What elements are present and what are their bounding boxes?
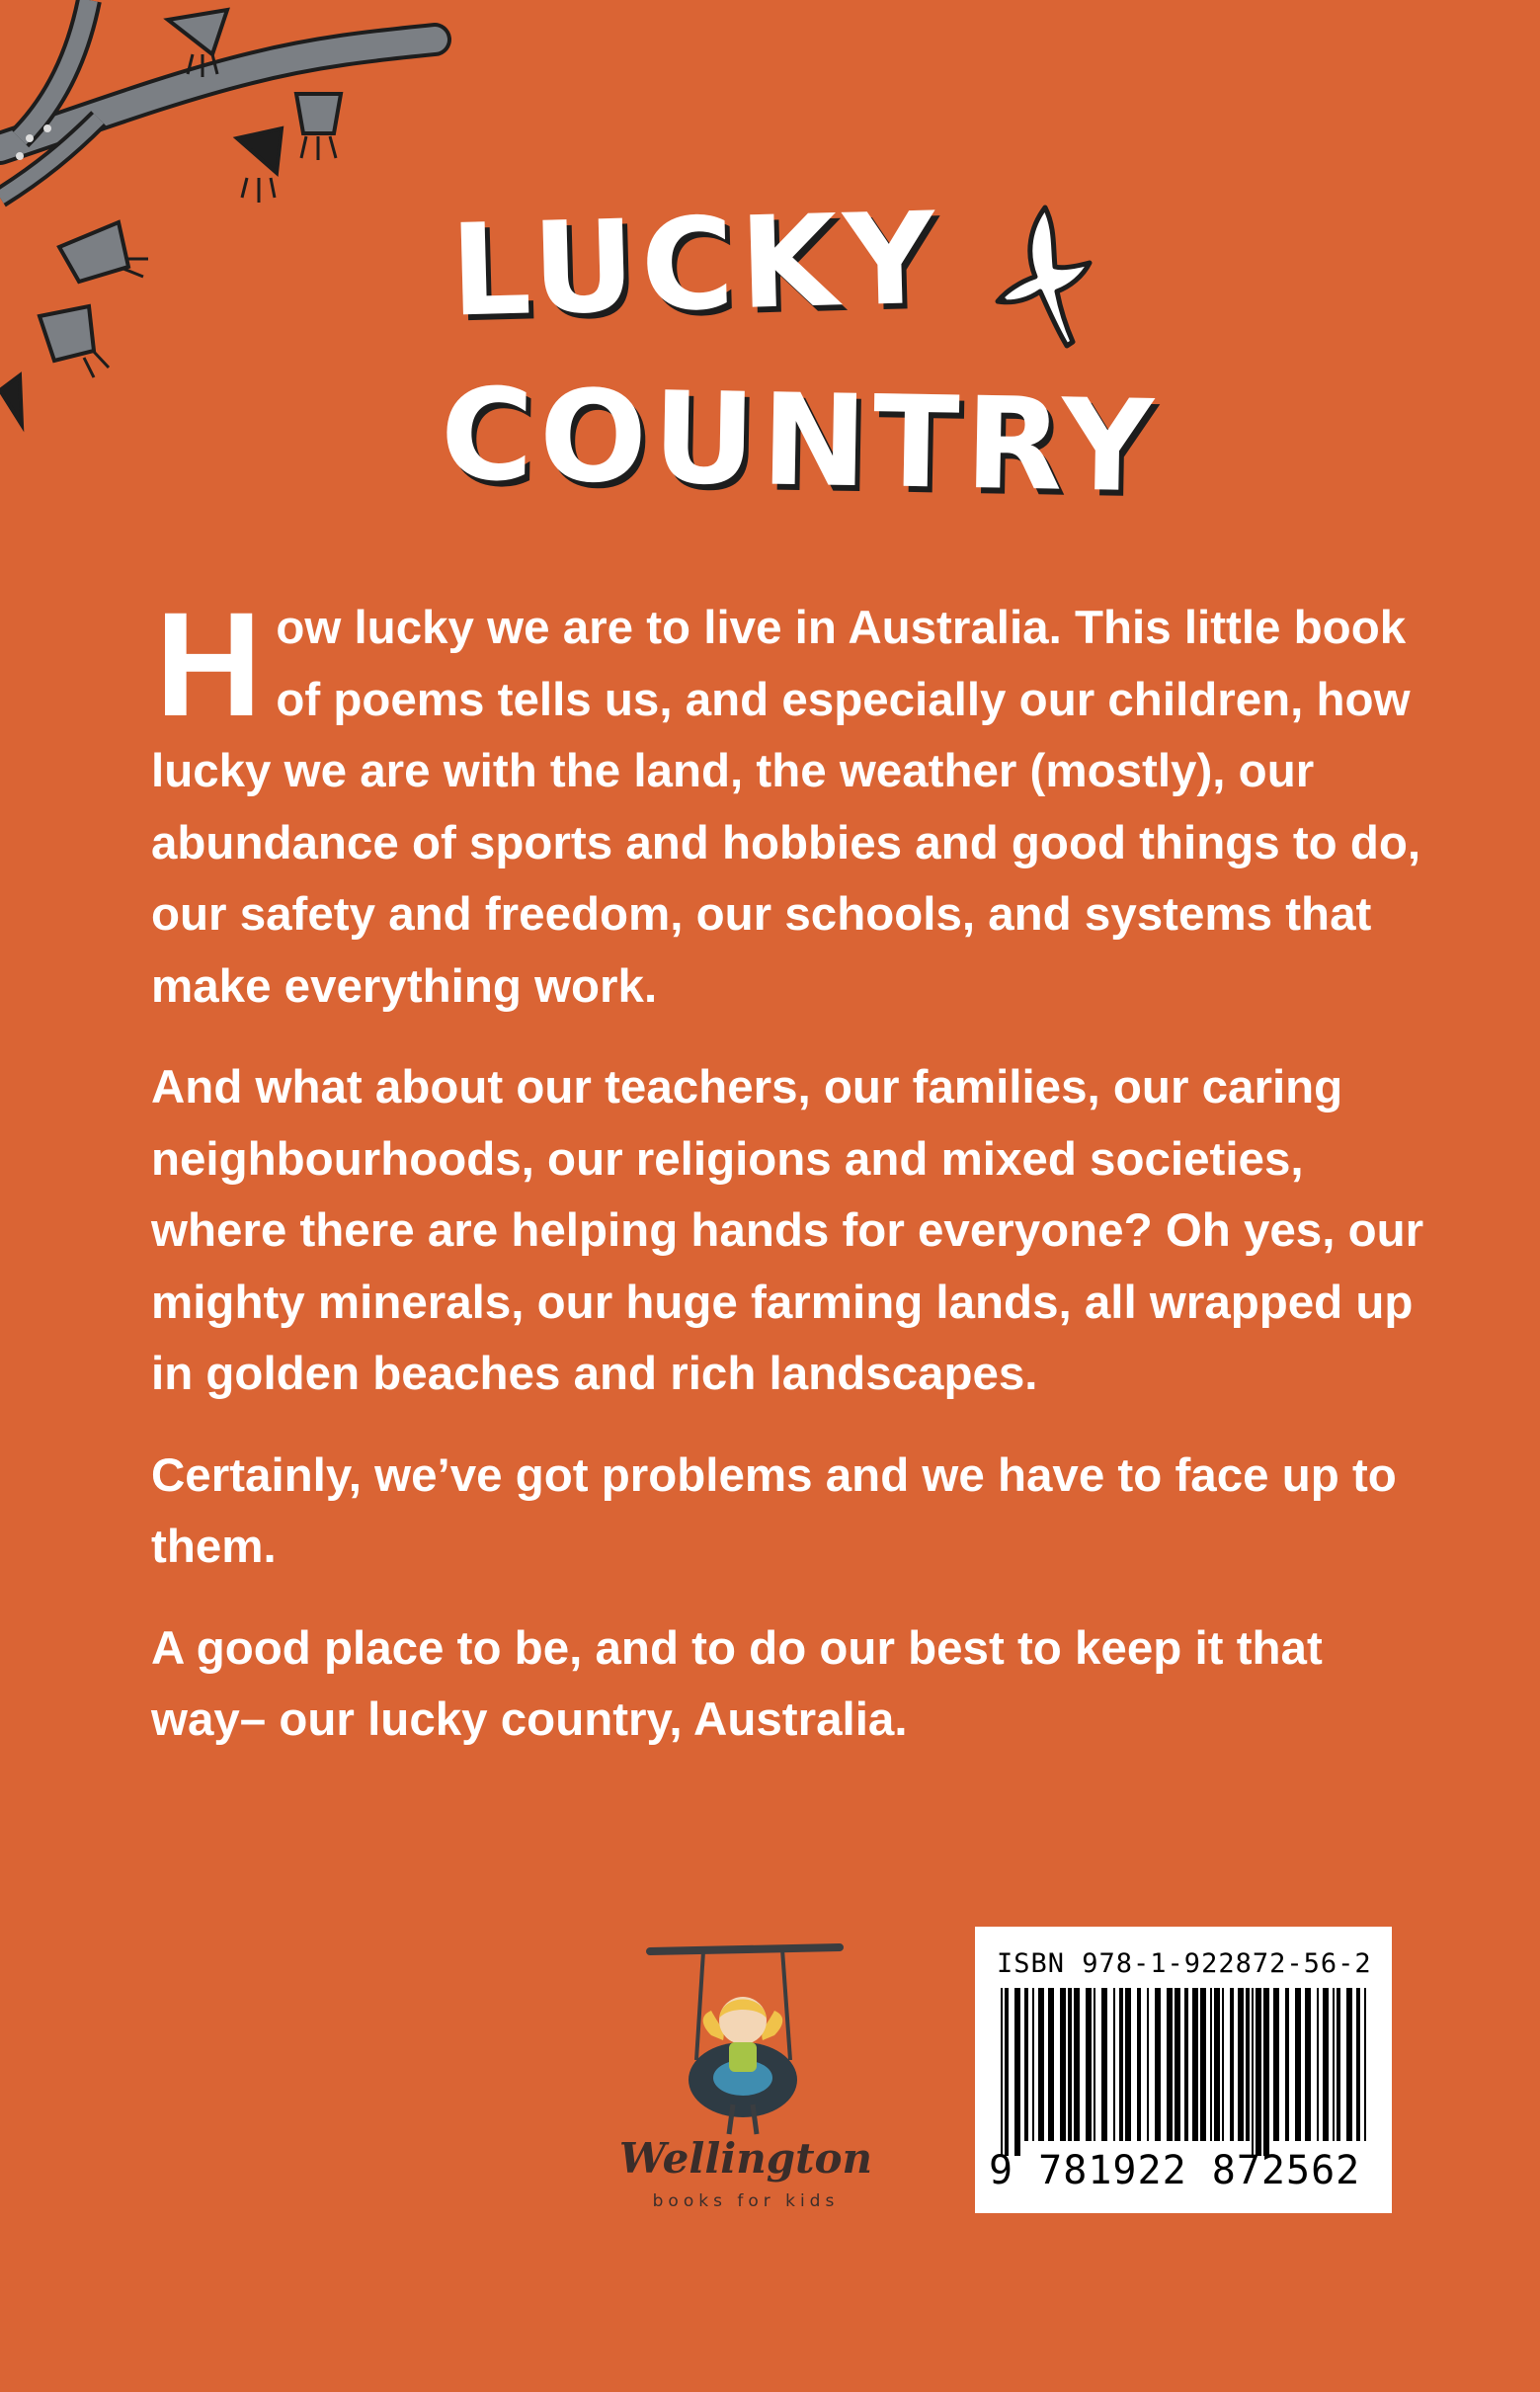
barcode-bar: [1285, 1988, 1289, 2141]
isbn-label: ISBN 978-1-922872-56-2: [997, 1948, 1372, 1979]
barcode-bar: [1238, 1988, 1244, 2141]
barcode-bar: [1323, 1988, 1329, 2141]
blurb-paragraph-4: A good place to be, and to do our best to keep it that way– our lucky country, Australia.: [151, 1621, 1323, 1746]
title-line-2: COUNTRY: [439, 361, 1161, 522]
barcode-bar: [1263, 1988, 1269, 2156]
barcode-bar: [1125, 1988, 1131, 2141]
barcode-bar: [1155, 1988, 1161, 2141]
barcode-bar: [1074, 1988, 1080, 2141]
publisher-name: Wellington: [618, 2134, 873, 2183]
barcode-bar: [1005, 1988, 1009, 2156]
barcode-bar: [1147, 1988, 1149, 2141]
barcode-bar: [1333, 1988, 1335, 2141]
barcode-bar: [1230, 1988, 1234, 2141]
isbn-barcode: [975, 1927, 1392, 2213]
barcode-bar: [1210, 1988, 1212, 2141]
blurb-paragraph-2: And what about our teachers, our families, our caring neighbourhoods, our religions and mixed societies, where there are helping hands for everyone? Oh yes, our mighty minerals, our huge farming lands, all wrapped up in golden beaches and rich landscapes.: [151, 1061, 1424, 1400]
barcode-bar: [1113, 1988, 1115, 2141]
blurb-paragraph-1: [151, 581, 1425, 1023]
barcode-bar: [1214, 1988, 1220, 2141]
barcode-bar: [1246, 1988, 1250, 2141]
barcode-bar: [1086, 1988, 1092, 2141]
barcode-bars: [997, 1988, 1372, 2156]
barcode-bar: [1001, 1988, 1003, 2156]
barcode-bar: [1222, 1988, 1224, 2141]
barcode-bar: [1364, 1988, 1366, 2141]
publisher-tagline: books for kids: [652, 2191, 840, 2211]
barcode-bar: [1038, 1988, 1044, 2141]
drop-cap: H: [155, 581, 263, 747]
barcode-bar: [1256, 1988, 1261, 2156]
barcode-bar: [1317, 1988, 1319, 2141]
barcode-bar: [1167, 1988, 1173, 2141]
barcode-bar: [1273, 1988, 1279, 2141]
barcode-bar: [1337, 1988, 1340, 2141]
barcode-bar: [1060, 1988, 1066, 2141]
barcode-bar: [1295, 1988, 1301, 2141]
barcode-bar: [1252, 1988, 1254, 2156]
barcode-bar: [1137, 1988, 1141, 2141]
publisher-logo-icon: [642, 1932, 850, 2228]
barcode-bar: [1119, 1988, 1123, 2141]
barcode-bar: [1305, 1988, 1311, 2141]
blurb-paragraph-3: Certainly, we’ve got problems and we have to face up to them.: [151, 1448, 1397, 1573]
blurb-paragraph-1-text: ow lucky we are to live in Australia. This little book of poems tells us, and especially our children, how lucky we are with the land, the weather (mostly), our abundance of sports and hobbies and good things to do, our safety and freedom, our schools, and systems that make everything work.: [151, 602, 1421, 1013]
barcode-bar: [1024, 1988, 1028, 2141]
isbn-digits: 9 781922 872562: [989, 2148, 1361, 2193]
barcode-bar: [1101, 1988, 1107, 2141]
barcode-bar: [1048, 1988, 1054, 2141]
barcode-bar: [1094, 1988, 1095, 2141]
barcode-bar: [1068, 1988, 1072, 2141]
cockatoo-icon: [976, 198, 1099, 366]
barcode-bar: [1184, 1988, 1188, 2141]
barcode-bar: [1200, 1988, 1206, 2141]
barcode-bar: [1356, 1988, 1360, 2141]
barcode-bar: [1014, 1988, 1020, 2156]
barcode-bar: [1346, 1988, 1352, 2141]
barcode-bar: [1175, 1988, 1180, 2141]
barcode-bar: [1032, 1988, 1034, 2141]
title-line-1: LUCKY: [448, 185, 943, 346]
book-title: [0, 185, 1540, 522]
barcode-bar: [1192, 1988, 1198, 2141]
back-cover-blurb: [151, 581, 1425, 1786]
